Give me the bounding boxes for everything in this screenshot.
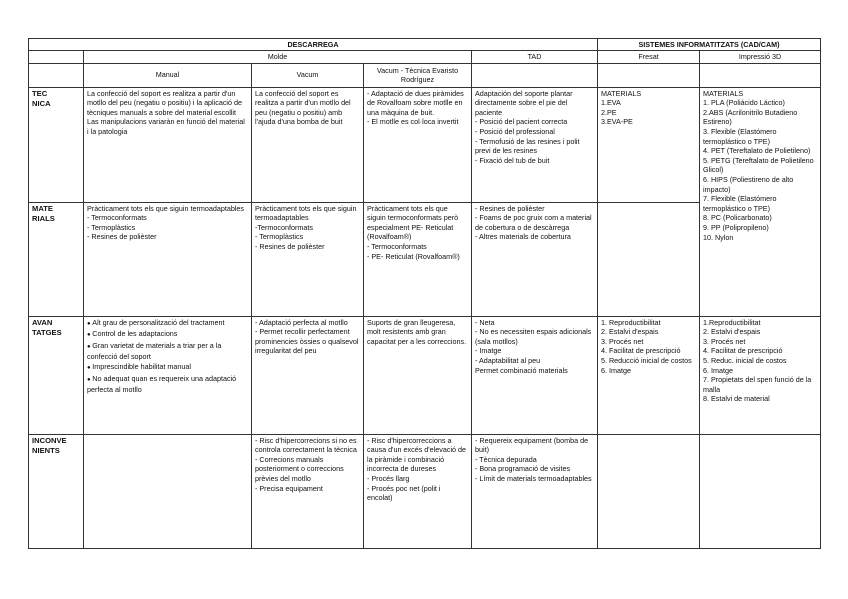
cell-avantatges-impressio (700, 316, 821, 434)
text-line: - Procés llarg (367, 473, 410, 483)
text-line: - Posició del pacient correcta (475, 117, 568, 127)
text-line: 10. Nylon (703, 232, 734, 242)
text-line: - El motlle es col·loca invertit (367, 117, 459, 127)
text-line: - Termoplàstics (87, 222, 136, 232)
cell-tecnica-tad (472, 87, 598, 202)
text-line: 6. Imatge (703, 365, 733, 375)
text-line: - Precisa equipament (255, 483, 323, 493)
text-line: Pràcticament tots els que siguin termoconformats però especialment PE- Reticulat (Rovalfoam®) (367, 203, 461, 242)
text-line: 1.Reproductibilitat (703, 317, 761, 327)
text-line: - Adaptació perfecta al motllo (255, 317, 348, 327)
header-vacum: Vacum (252, 63, 364, 87)
cell-materials-vacum-tecnica (364, 202, 472, 316)
text-line: 5. PETG (Tereftalato de Polietileno Glicol) (703, 155, 816, 175)
header-row-top (29, 39, 821, 51)
row-label-line: MATE (32, 203, 53, 213)
bullet-item: ● Alt grau de personalització del tractament (87, 318, 248, 330)
cell-materials-vacum (252, 202, 364, 316)
cell-inconvenients-fresat (598, 434, 700, 548)
cell-inconvenients-tad (472, 434, 598, 548)
cell-tecnica-vacum (252, 87, 364, 202)
text-line: - Foams de poc gruix com a material de cobertura o de descàrrega (475, 213, 594, 232)
row-label-avantatges (29, 316, 84, 434)
header-sistemes: SISTEMES INFORMATITZATS (CAD/CAM) (598, 39, 821, 51)
text-line: 4. PET (Tereftalato de Polietileno) (703, 146, 811, 156)
header-manual: Manual (84, 63, 252, 87)
cell-avantatges-tad (472, 316, 598, 434)
cell-tecnica-vacum-tecnica (364, 87, 472, 202)
cell-inconvenients-vacum (252, 434, 364, 548)
row-label-line: TATGES (32, 327, 62, 337)
row-inconvenients (29, 434, 821, 548)
text-line: 1.EVA (601, 98, 621, 108)
header-fresat: Fresat (598, 51, 700, 64)
text-line: 2.PE (601, 107, 617, 117)
text-line: 2. Estalvi d'espais (703, 327, 761, 337)
text-line: - Altres materials de cobertura (475, 232, 571, 242)
text-line: - Termoconformats (367, 241, 427, 251)
text-line: 9. PP (Polipropileno) (703, 222, 769, 232)
text-line: - Procés poc net (polit i encolat) (367, 483, 443, 503)
text-line: -Termoconformats (255, 222, 313, 232)
text-line: 6. Imatge (601, 365, 631, 375)
text-line: La confecció del soport es realitza a partir d'un motllo del peu (negatiu o positiu) amb l'ajuda d'una bomba de buit (255, 88, 353, 127)
text-line: - Bona programació de visites (475, 464, 571, 474)
comparison-table (28, 38, 821, 549)
text-line: - Neta (475, 317, 495, 327)
text-line: - Risc d'hipercorreccions a causa d'un excés d'elevació de la piràmide i combinació incorrecta de dureses (367, 435, 469, 474)
row-label-tecnica (29, 87, 84, 202)
text-line: 8. PC (Policarbonato) (703, 213, 772, 223)
header-empty-cell (700, 63, 821, 87)
text-line: 3. Procés net (601, 336, 644, 346)
text-line: Permet combinació materials (475, 365, 568, 375)
header-descarrega: DESCARREGA (29, 39, 598, 51)
text-line: - Risc d'hipercorrecions si no es controla correctament la tècnica (255, 435, 359, 455)
text-line: - Tècnica depurada (475, 454, 537, 464)
row-label-line: INCONVE (32, 435, 67, 445)
text-line: 5. Reduc. inicial de costos (703, 355, 787, 365)
text-line: - Correcions manuals posteriorment o correccions prèvies del motllo (255, 454, 346, 483)
text-line: Pràcticament tots els que siguin termoadaptables (255, 203, 359, 223)
text-line: 2. Estalvi d'espais (601, 327, 659, 337)
text-line: MATERIALS (703, 88, 744, 98)
bullet-item: ● Control de les adaptacions (87, 329, 248, 341)
header-row-mid (29, 51, 821, 64)
bullet-item: ● Imprescindible habilitat manual (87, 362, 248, 374)
text-line: 3. Procés net (703, 336, 746, 346)
text-line: - Requereix equipament (bomba de buit) (475, 435, 591, 455)
text-line: - Adaptabilitat al peu (475, 355, 541, 365)
row-label-line: NICA (32, 98, 51, 108)
text-line: - Posició del professional (475, 126, 555, 136)
bullet-item: ● Gran varietat de materials a triar per a la confecció del soport (87, 341, 248, 362)
text-line: 6. HIPS (Poliestireno de alto impacto) (703, 174, 796, 194)
text-line: 3.EVA-PE (601, 117, 633, 127)
header-empty-cell (29, 51, 84, 64)
cell-inconvenients-vacum-tecnica (364, 434, 472, 548)
header-vacum-tecnica: Vacum - Tècnica Evaristo Rodríguez (364, 63, 472, 87)
text-line: 1. Reproductibilitat (601, 317, 661, 327)
text-line: 8. Estalvi de material (703, 394, 770, 404)
row-label-line: RIALS (32, 213, 55, 223)
text-line: - Permet recollir perfectament prominencies òssies o qualsevol irregularitat del peu (255, 327, 361, 356)
header-impressio: Impressió 3D (700, 51, 821, 64)
text-line: 4. Facilitat de prescripció (601, 346, 681, 356)
cell-tecnica-manual (84, 87, 252, 202)
row-label-inconvenients (29, 434, 84, 548)
cell-avantatges-vacum-tecnica (364, 316, 472, 434)
text-line: Las manipulacions variaràn en funció del material i la patologia (87, 117, 247, 136)
header-molde: Molde (84, 51, 472, 64)
cell-avantatges-fresat (598, 316, 700, 434)
header-row-sub (29, 63, 821, 87)
text-line: MATERIALS (601, 88, 642, 98)
text-line: - Termofusió de las resines i polit previ de les resines (475, 136, 582, 156)
text-line: - Termoplàstics (255, 232, 304, 242)
row-tecnica (29, 87, 821, 202)
cell-impressio-materials (700, 87, 821, 316)
text-line: - Adaptació de dues piràmides de Rovalfoam sobre motlle en una màquina de buit. (367, 88, 466, 117)
text-line: - Límit de materials termoadaptables (475, 473, 592, 483)
text-line: 3. Flexible (Elastómero termoplástico o TPE) (703, 126, 779, 146)
cell-materials-tad (472, 202, 598, 316)
text-line: 7. Flexible (Elastómero termoplástico o TPE) (703, 194, 779, 213)
text-line: Suports de gran lleugeresa, molt resistents amb gran capacitat per a les correccions. (367, 317, 467, 346)
text-line: - Fixació del tub de buit (475, 155, 550, 165)
row-label-line: NIENTS (32, 445, 60, 455)
text-line: - Resines de polièster (87, 232, 157, 242)
text-line: 5. Reducció inicial de costos (601, 355, 692, 365)
text-line: - Resines de polièster (255, 241, 325, 251)
text-line: La confecció del soport es realitza a partir d'un motllo del peu (negatiu o positiu) i la aplicació de tècniques manuals a sobre del material escollit (87, 88, 245, 117)
cell-inconvenients-impressio (700, 434, 821, 548)
text-line: 7. Propietats del spen funció de la malla (703, 375, 814, 394)
row-avantatges (29, 316, 821, 434)
text-line: 2.ABS (Acrilonitrilo Butadieno Estireno) (703, 107, 800, 127)
text-line: - Resines de polièster (475, 203, 545, 213)
text-line: - PE- Reticulat (Rovalfoam®) (367, 251, 460, 261)
row-label-line: TEC (32, 88, 48, 98)
header-empty-cell (472, 63, 598, 87)
text-line: 4. Facilitat de prescripció (703, 346, 783, 356)
text-line: - Imatge (475, 346, 502, 356)
row-label-materials (29, 202, 84, 316)
text-line: Adaptación del soporte plantar directamente sobre el pie del paciente (475, 88, 575, 117)
cell-avantatges-vacum (252, 316, 364, 434)
header-tad: TAD (472, 51, 598, 64)
text-line: Pràcticament tots els que siguin termoadaptables (87, 203, 245, 213)
text-line: - No es necessiten espais adicionals (sala motllos) (475, 327, 594, 346)
cell-inconvenients-manual (84, 434, 252, 548)
header-empty-cell (598, 63, 700, 87)
cell-materials-fresat (598, 202, 700, 316)
comparison-sheet (28, 38, 820, 549)
row-label-line: AVAN (32, 317, 53, 327)
header-empty-cell (29, 63, 84, 87)
text-line: - Termoconformats (87, 213, 147, 223)
cell-tecnica-fresat (598, 87, 700, 202)
bullet-item: ● No adequat quan es requereix una adaptació perfecta al motllo (87, 374, 248, 395)
text-line: 1. PLA (Poliácido Láctico) (703, 98, 785, 108)
cell-materials-manual (84, 202, 252, 316)
cell-avantatges-manual (84, 316, 252, 434)
